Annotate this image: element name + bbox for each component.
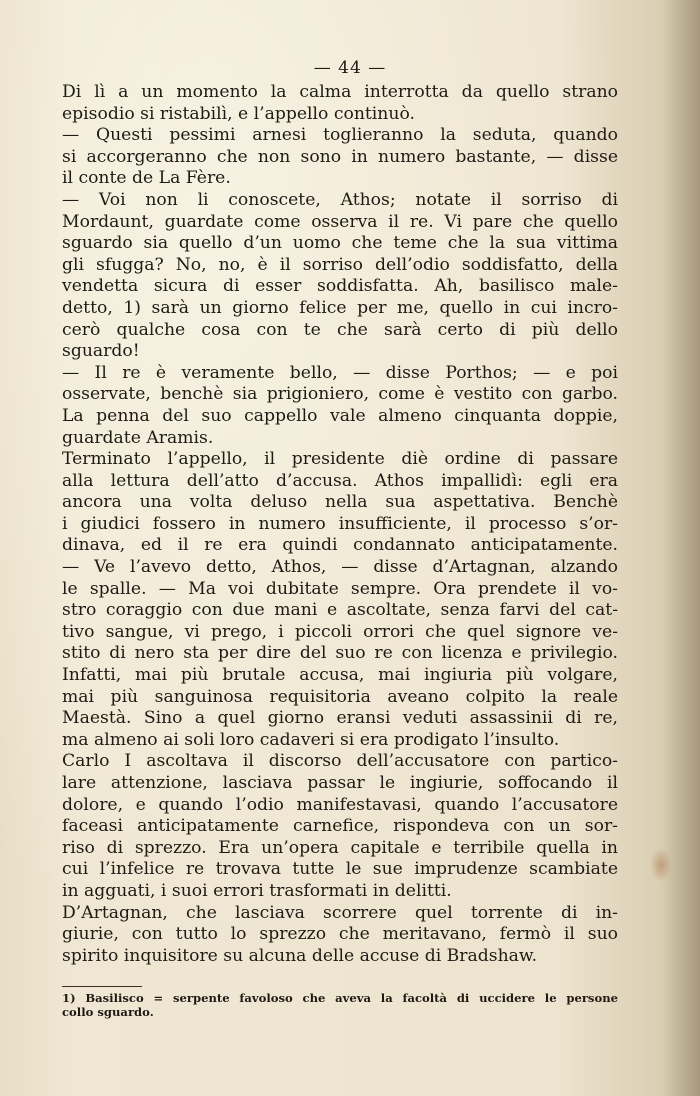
text-line: La penna del suo cappello vale almeno cinquanta doppie, (62, 405, 618, 426)
page-edge-shadow (660, 0, 700, 1096)
text-line: sguardo sia quello d’un uomo che teme che la sua vittima (62, 233, 618, 254)
text-line: cui l’infelice re trovava tutte le sue imprudenze scambiate (62, 859, 618, 880)
text-line: osservate, benchè sia prigioniero, come è vestito con garbo. (62, 384, 618, 405)
text-line: mai più sanguinosa requisitoria aveano colpito la reale (62, 686, 618, 707)
text-line: Mordaunt, guardate come osserva il re. Vi pare che quello (62, 211, 618, 232)
text-line: gli sfugga? No, no, è il sorriso dell’odio soddisfatto, della (62, 254, 618, 275)
text-line: Infatti, mai più brutale accusa, mai ingiuria più volgare, (62, 665, 618, 686)
text-line: detto, 1) sarà un giorno felice per me, quello in cui incro- (62, 297, 618, 318)
text-line: — Voi non li conoscete, Athos; notate il sorriso di (62, 189, 618, 210)
footnote-line: collo sguardo. (62, 1005, 154, 1019)
page-number: — 44 — (313, 58, 387, 78)
text-line: il conte de La Fère. (62, 168, 231, 189)
text-line: — Ve l’avevo detto, Athos, — disse d’Artagnan, alzando (62, 557, 618, 578)
text-line: — Questi pessimi arnesi toglieranno la seduta, quando (62, 125, 618, 146)
text-line: cerò qualche cosa con te che sarà certo di più dello (62, 319, 618, 340)
text-line: giurie, con tutto lo sprezzo che meritavano, fermò il suo (62, 924, 618, 945)
footnote-line: 1) Basilisco = serpente favoloso che aveva la facoltà di uccidere le persone (62, 991, 618, 1005)
text-line: guardate Aramis. (62, 427, 214, 448)
text-line: spirito inquisitore su alcuna delle accuse di Bradshaw. (62, 945, 538, 966)
text-line: si accorgeranno che non sono in numero bastante, — disse (62, 146, 618, 167)
text-line: sguardo! (62, 341, 140, 362)
text-line: Maestà. Sino a quel giorno eransi veduti assassinii di re, (62, 708, 618, 729)
text-line: in agguati, i suoi errori trasformati in delitti. (62, 880, 452, 901)
text-line: Carlo I ascoltava il discorso dell’accusatore con partico- (62, 751, 618, 772)
text-line: D’Artagnan, che lasciava scorrere quel torrente di in- (62, 902, 618, 923)
footnote-rule (62, 986, 142, 987)
text-line: ma almeno ai soli loro cadaveri si era prodigato l’insulto. (62, 729, 560, 750)
body-text (62, 82, 618, 967)
text-line: dolore, e quando l’odio manifestavasi, quando l’accusatore (62, 794, 618, 815)
text-line: Terminato l’appello, il presidente diè ordine di passare (62, 449, 618, 470)
footnote (62, 991, 618, 1019)
text-line: faceasi anticipatamente carnefice, rispondeva con un sor- (62, 816, 618, 837)
text-line: stito di nero sta per dire del suo re con licenza e privilegio. (62, 643, 618, 664)
text-line: dinava, ed il re era quindi condannato anticipatamente. (62, 535, 618, 556)
text-line: Di lì a un momento la calma interrotta da quello strano (62, 82, 618, 102)
text-line: tivo sangue, vi prego, i piccoli orrori che quel signore ve- (62, 621, 618, 642)
text-line: ancora una volta deluso nella sua aspettativa. Benchè (62, 492, 618, 513)
text-line: alla lettura dell’atto d’accusa. Athos impallidì: egli era (62, 470, 618, 491)
paper-stain (650, 848, 672, 882)
text-line: vendetta sicura di esser soddisfatta. Ah, basilisco male- (62, 276, 618, 297)
text-line: episodio si ristabilì, e l’appello continuò. (62, 103, 415, 124)
text-line: riso di sprezzo. Era un’opera capitale e terribile quella in (62, 837, 618, 858)
text-line: i giudici fossero in numero insufficiente, il processo s’or- (62, 513, 618, 534)
text-line: stro coraggio con due mani e ascoltate, senza farvi del cat- (62, 600, 618, 621)
text-line: le spalle. — Ma voi dubitate sempre. Ora prendete il vo- (62, 578, 618, 599)
text-line: — Il re è veramente bello, — disse Porthos; — e poi (62, 362, 618, 383)
text-line: lare attenzione, lasciava passar le ingiurie, soffocando il (62, 773, 618, 793)
